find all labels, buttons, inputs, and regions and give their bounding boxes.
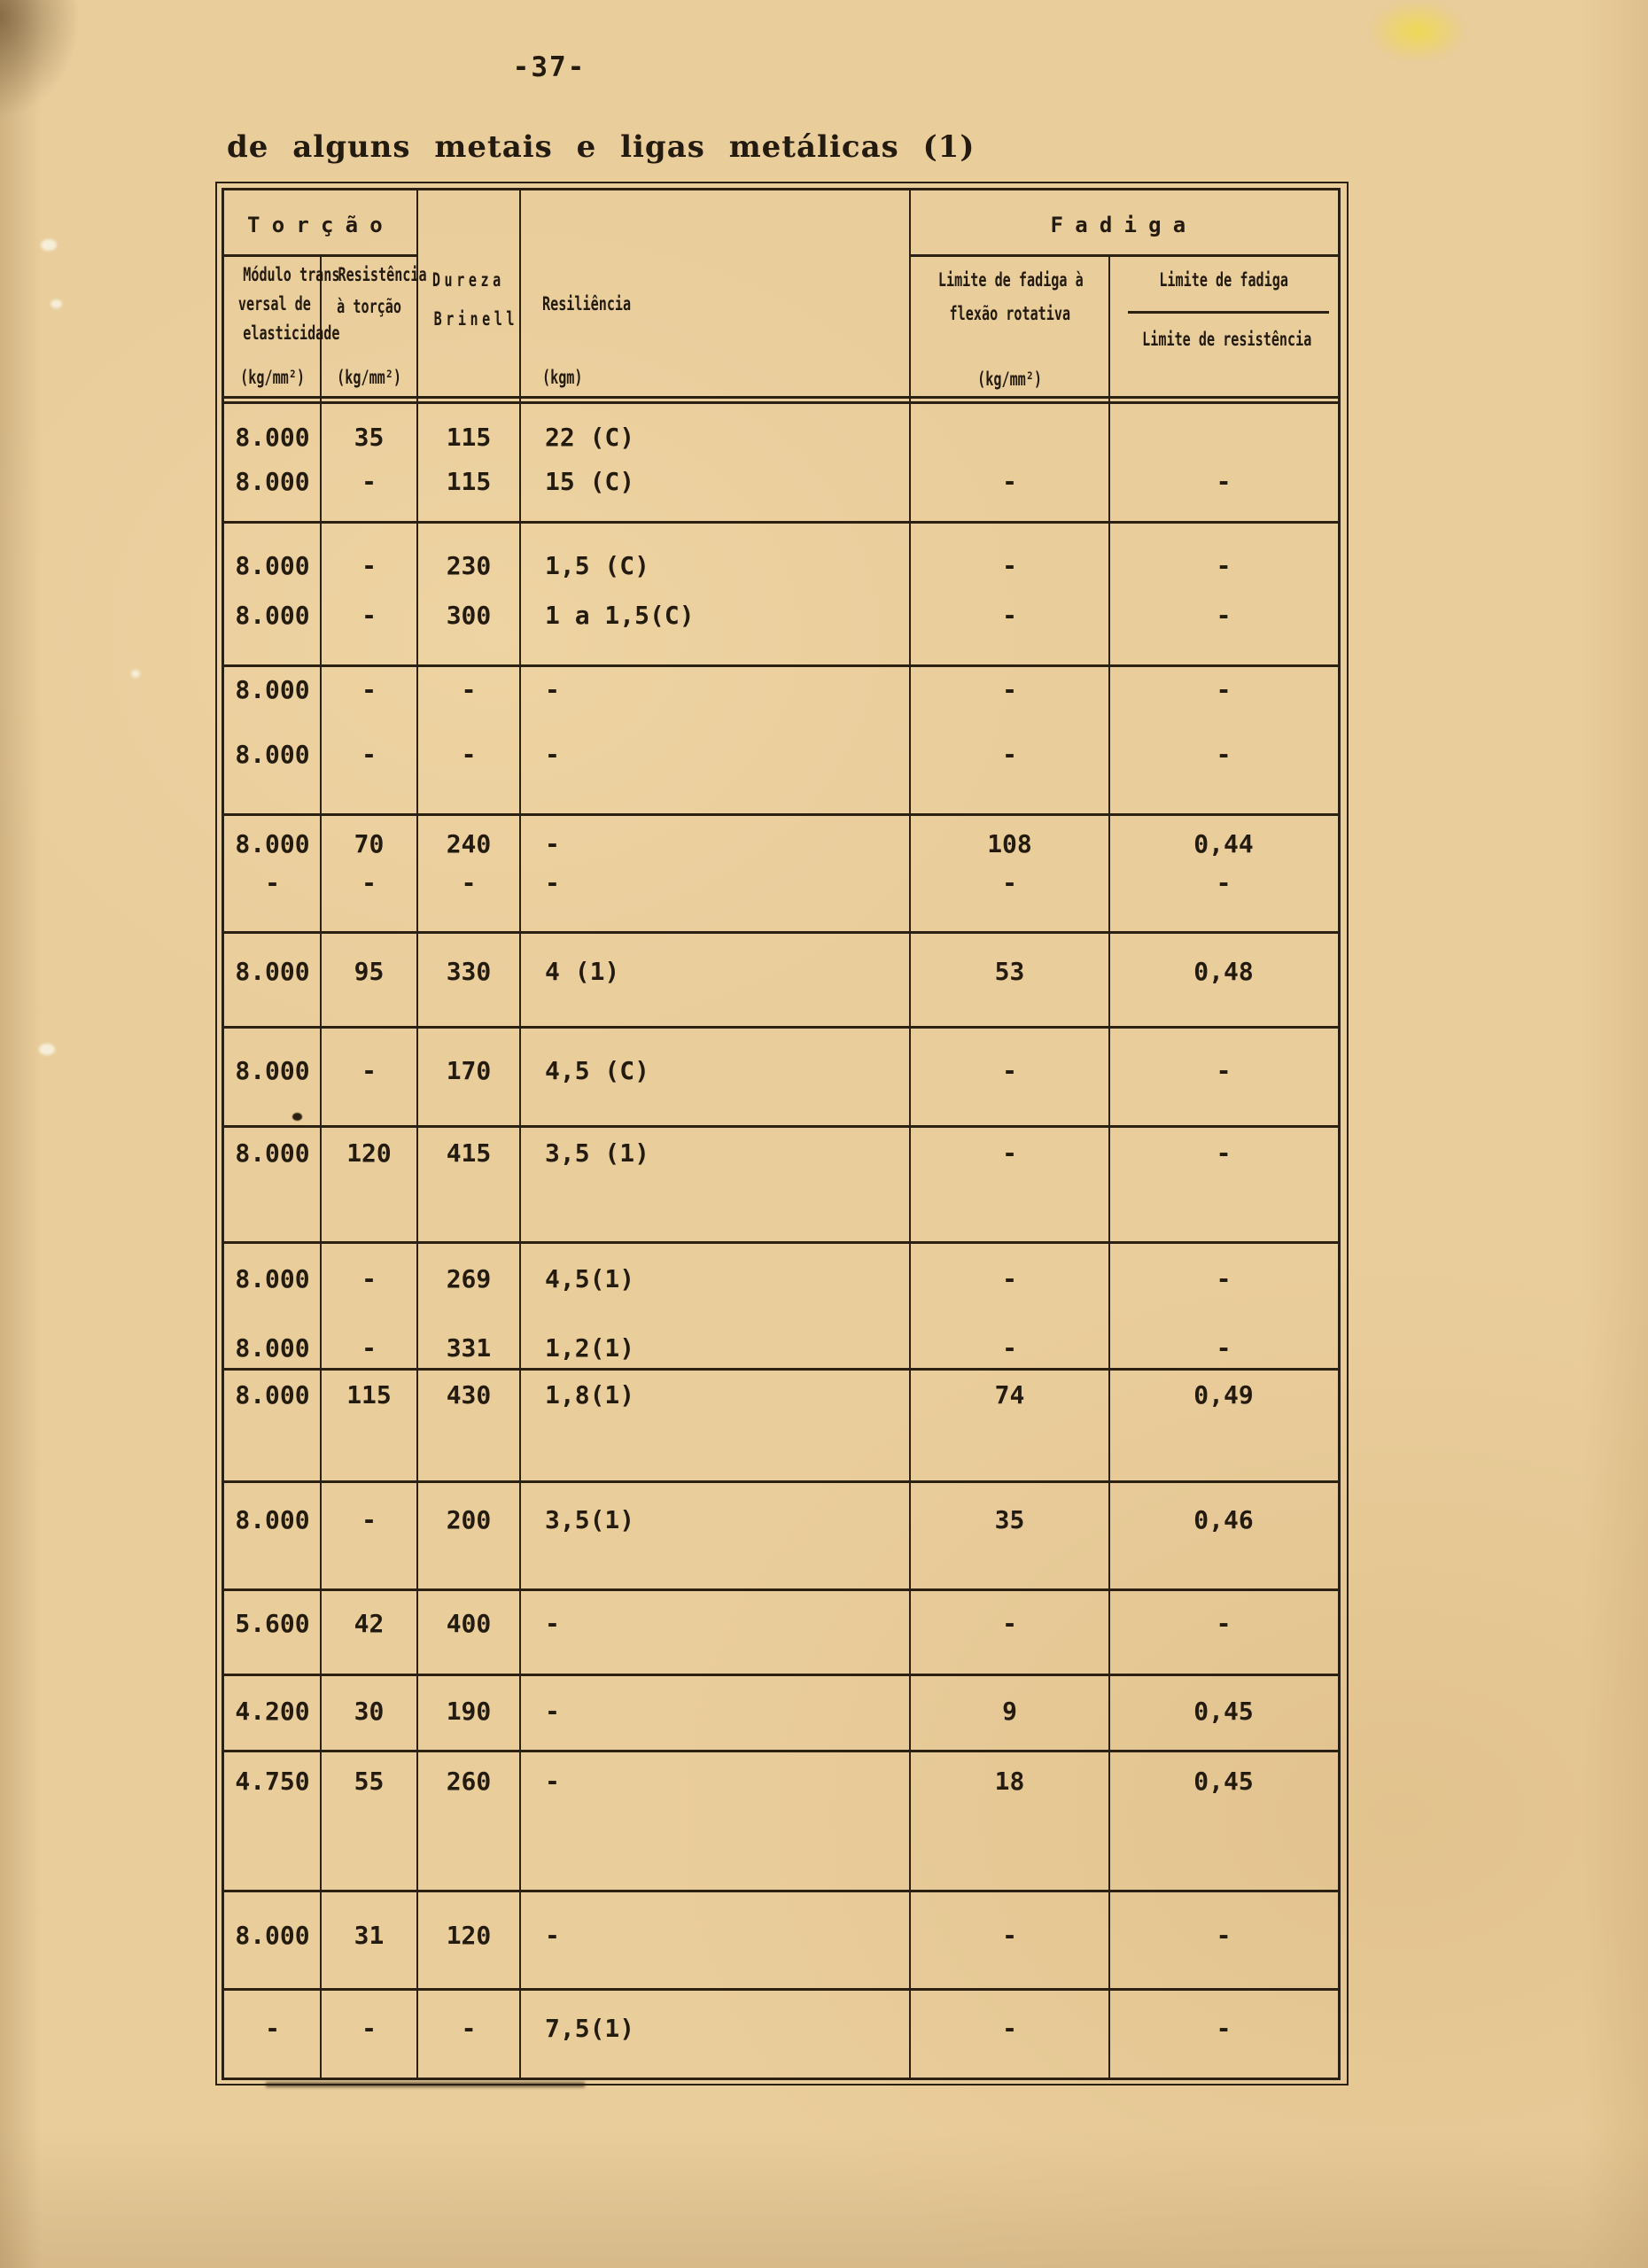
table-cell: 15 (C) <box>545 467 635 496</box>
table-cell: - <box>461 868 477 897</box>
column-header-unit-text: (kg/mm²) <box>977 369 1042 390</box>
column-header-line <box>1109 269 1338 291</box>
table-cell: 8.000 <box>235 675 310 704</box>
table-cell: 415 <box>446 1138 492 1168</box>
column-header-unit-text: (kg/mm²) <box>240 367 305 388</box>
table-cell: 8.000 <box>235 1333 310 1363</box>
table-cell: 35 <box>994 1505 1025 1534</box>
table-row-separator <box>224 1026 1338 1029</box>
table-row-separator <box>224 1480 1338 1483</box>
column-header-unit-text: (kg/mm²) <box>337 367 401 388</box>
table-cell: 22 (C) <box>545 423 635 452</box>
table-cell: 0,46 <box>1193 1505 1254 1534</box>
table-cell: - <box>1216 1921 1232 1950</box>
table-cell: 115 <box>446 423 492 452</box>
table-cell: - <box>545 1609 560 1638</box>
table-cell: - <box>1002 1264 1017 1293</box>
table-cell: - <box>1002 868 1017 897</box>
column-header-line-text: Dureza <box>432 269 505 291</box>
table-cell: - <box>545 1921 560 1950</box>
table-cell: 170 <box>446 1056 492 1085</box>
column-header-line <box>910 303 1109 324</box>
table-cell: 300 <box>446 601 492 630</box>
column-header-unit <box>321 367 417 388</box>
table-row-separator <box>224 521 1338 524</box>
column-header-unit <box>224 367 321 388</box>
table-cell: 0,49 <box>1193 1380 1254 1410</box>
table-cell: - <box>361 1056 377 1085</box>
table-cell: - <box>1216 1333 1232 1363</box>
column-header-line <box>910 269 1109 291</box>
table-cell: - <box>361 601 377 630</box>
column-header-line-text: Limite de fadiga à <box>937 269 1084 291</box>
table-gridline-horizontal <box>224 254 417 257</box>
table-cell: - <box>1002 601 1017 630</box>
table-cell: - <box>1216 1138 1232 1168</box>
table-cell: 269 <box>446 1264 492 1293</box>
table-cell: - <box>1216 1056 1232 1085</box>
table-cell: - <box>361 551 377 580</box>
table-cell: - <box>1216 868 1232 897</box>
column-header-line-text: flexão rotativa <box>949 303 1070 324</box>
table-cell: - <box>545 1697 560 1726</box>
table-cell: 3,5 (1) <box>545 1138 650 1168</box>
table-cell: - <box>361 1264 377 1293</box>
table-cell: - <box>1002 740 1017 769</box>
table-header-bottom-line <box>224 401 1338 404</box>
table-cell: 18 <box>994 1767 1025 1796</box>
table-cell: 120 <box>446 1921 492 1950</box>
table-cell: - <box>545 740 560 769</box>
column-header-line-text: Resiliência <box>542 293 632 315</box>
table-row-separator <box>224 1125 1338 1128</box>
table-cell: - <box>1002 1056 1017 1085</box>
column-header-line-text: à torção <box>337 296 401 317</box>
column-header-line <box>417 269 520 291</box>
table-cell: - <box>361 1333 377 1363</box>
table-cell: 1,8(1) <box>545 1380 635 1410</box>
table-cell: - <box>1216 675 1232 704</box>
table-cell: 8.000 <box>235 601 310 630</box>
table-cell: 1,5 (C) <box>545 551 650 580</box>
table-row-separator <box>224 931 1338 934</box>
table-cell: - <box>361 1505 377 1534</box>
fraction-bar <box>1128 311 1329 314</box>
page-title: de alguns metais e ligas metálicas (1) <box>227 129 976 165</box>
table-cell: 30 <box>354 1697 385 1726</box>
table-row-separator <box>224 1368 1338 1371</box>
page-number: -37- <box>512 51 587 83</box>
column-header-line <box>224 322 340 344</box>
table-cell: - <box>1216 740 1232 769</box>
column-header-line <box>1109 329 1338 350</box>
table-cell: 8.000 <box>235 957 310 986</box>
table-cell: 430 <box>446 1380 492 1410</box>
table-cell: 200 <box>446 1505 492 1534</box>
table-cell: - <box>361 868 377 897</box>
table-cell: 9 <box>1002 1697 1017 1726</box>
table-cell: 8.000 <box>235 1056 310 1085</box>
table-cell: 0,45 <box>1193 1697 1254 1726</box>
table-cell: 8.000 <box>235 1264 310 1293</box>
table-cell: - <box>1216 551 1232 580</box>
column-header-line <box>224 293 321 315</box>
table-cell: 0,44 <box>1193 829 1254 858</box>
column-header-unit-text: (kgm) <box>542 367 583 388</box>
table-row-separator <box>224 664 1338 667</box>
column-header-line <box>417 308 520 330</box>
table-cell: - <box>1216 467 1232 496</box>
group-header-torcao: Torção <box>247 213 394 237</box>
table-cell: - <box>461 2014 477 2043</box>
table-cell: 4,5(1) <box>545 1264 635 1293</box>
table-cell: 8.000 <box>235 1505 310 1534</box>
table-cell: 1 a 1,5(C) <box>545 601 695 630</box>
column-header-line-text: Resistência <box>338 264 427 285</box>
table-cell: - <box>1216 1264 1232 1293</box>
table-cell: 53 <box>994 957 1025 986</box>
table-cell: - <box>1002 2014 1017 2043</box>
table-cell: 8.000 <box>235 740 310 769</box>
table-cell: 8.000 <box>235 1380 310 1410</box>
column-header-unit <box>520 367 932 388</box>
table-cell: 115 <box>446 467 492 496</box>
table-cell: - <box>1002 1333 1017 1363</box>
column-header-line-text: versal de <box>237 293 311 315</box>
table-cell: - <box>1002 675 1017 704</box>
table-row-separator <box>224 1988 1338 1991</box>
table-cell: - <box>265 868 280 897</box>
column-header-line-text: Limite de resistência <box>1142 329 1312 350</box>
table-cell: 190 <box>446 1697 492 1726</box>
column-header-unit <box>910 369 1109 390</box>
table-row-separator <box>224 1241 1338 1244</box>
table-cell: 115 <box>346 1380 392 1410</box>
table-cell: - <box>545 829 560 858</box>
column-header-line-text: Limite de fadiga <box>1159 269 1288 291</box>
table-cell: 70 <box>354 829 385 858</box>
table-cell: - <box>1002 1921 1017 1950</box>
column-header-line <box>321 264 427 285</box>
column-header-line <box>321 296 417 317</box>
table-row-separator <box>224 1890 1338 1892</box>
table-cell: - <box>545 1767 560 1796</box>
table-cell: - <box>361 467 377 496</box>
table-cell: 3,5(1) <box>545 1505 635 1534</box>
table-cell: 4.200 <box>235 1697 310 1726</box>
table-cell: 8.000 <box>235 467 310 496</box>
table-cell: 108 <box>987 829 1032 858</box>
table-cell: 7,5(1) <box>545 2014 635 2043</box>
table-cell: 1,2(1) <box>545 1333 635 1363</box>
table-cell: 74 <box>994 1380 1025 1410</box>
table-cell: 4.750 <box>235 1767 310 1796</box>
table-cell: 4,5 (C) <box>545 1056 650 1085</box>
table-header-bottom-line <box>224 396 1338 399</box>
table-gridline-horizontal <box>910 254 1338 257</box>
table-cell: 230 <box>446 551 492 580</box>
table-cell: 8.000 <box>235 423 310 452</box>
table-cell: 0,48 <box>1193 957 1254 986</box>
table-cell: 400 <box>446 1609 492 1638</box>
table-cell: - <box>1002 1138 1017 1168</box>
table-cell: 8.000 <box>235 1138 310 1168</box>
table-cell: 95 <box>354 957 385 986</box>
table-cell: 8.000 <box>235 551 310 580</box>
table-cell: - <box>361 740 377 769</box>
table-row-separator <box>224 1750 1338 1752</box>
column-header-line <box>520 293 932 315</box>
table-cell: 42 <box>354 1609 385 1638</box>
table-cell: - <box>461 740 477 769</box>
table-cell: - <box>1216 601 1232 630</box>
table-cell: 260 <box>446 1767 492 1796</box>
table-cell: 35 <box>354 423 385 452</box>
table-cell: - <box>1216 2014 1232 2043</box>
table-row-separator <box>224 813 1338 816</box>
table-cell: - <box>265 2014 280 2043</box>
table-cell: 8.000 <box>235 829 310 858</box>
table-cell: 55 <box>354 1767 385 1796</box>
table-cell: 8.000 <box>235 1921 310 1950</box>
table-cell: - <box>545 868 560 897</box>
table-cell: - <box>1002 1609 1017 1638</box>
table-cell: 120 <box>346 1138 392 1168</box>
column-header-line <box>224 264 340 285</box>
table-cell: 5.600 <box>235 1609 310 1638</box>
table-cell: 4 (1) <box>545 957 620 986</box>
table-cell: 240 <box>446 829 492 858</box>
column-header-line-text: elasticidade <box>243 322 340 344</box>
table-cell: - <box>361 675 377 704</box>
table-cell: - <box>1216 1609 1232 1638</box>
table-cell: - <box>1002 551 1017 580</box>
group-header-fadiga: Fadiga <box>1050 213 1198 237</box>
table-row-separator <box>224 1674 1338 1676</box>
table-row-separator <box>224 1588 1338 1591</box>
table-cell: - <box>361 2014 377 2043</box>
table-cell: - <box>545 675 560 704</box>
table-cell: 330 <box>446 957 492 986</box>
table-cell: 31 <box>354 1921 385 1950</box>
table-cell: 331 <box>446 1333 492 1363</box>
table-cell: 0,45 <box>1193 1767 1254 1796</box>
column-header-line-text: Brinell <box>433 308 519 330</box>
column-header-line-text: Módulo trans <box>243 264 340 285</box>
table-cell: - <box>1002 467 1017 496</box>
table-cell: - <box>461 675 477 704</box>
